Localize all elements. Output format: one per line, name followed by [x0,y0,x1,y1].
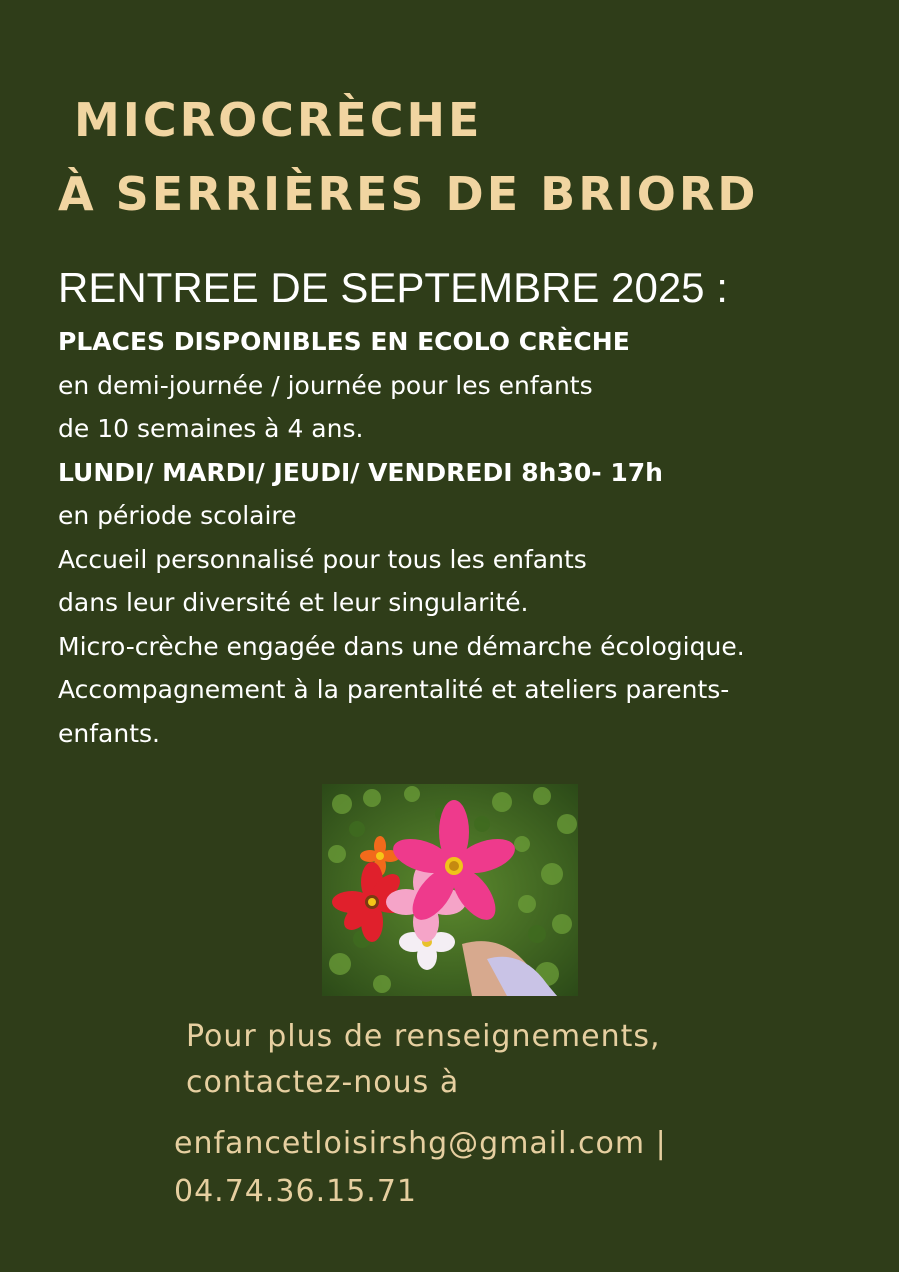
body-line: enfants. [58,718,160,748]
body-line: dans leur diversité et leur singularité. [58,588,529,617]
contact-intro [186,1014,661,1106]
schedule-line: LUNDI/ MARDI/ JEUDI/ VENDREDI 8h30- 17h [58,457,663,487]
body-line: Accueil personnalisé pour tous les enfants [58,544,587,574]
body-line: Micro-crèche engagée dans une démarche écologique. [58,631,745,661]
contact-intro-line-1: Pour plus de renseignements, [186,1019,661,1054]
title-line-1: MICROCRÈCHE [74,93,483,147]
contact-details [174,1120,667,1216]
body-line: de 10 semaines à 4 ans. [58,414,364,443]
body-line: Accompagnement à la parentalité et ateliers parents- [58,675,730,704]
title-line-2: À SERRIÈRES DE BRIORD [58,167,759,221]
announcement-body [58,320,878,755]
email-address[interactable]: enfancetloisirshg@gmail.com | [174,1126,667,1161]
contact-intro-line-2: contactez-nous à [186,1065,460,1100]
flower-bouquet-image [322,784,578,996]
body-line: en période scolaire [58,501,297,530]
body-line: en demi-journée / journée pour les enfants [58,370,593,400]
phone-number[interactable]: 04.74.36.15.71 [174,1174,418,1209]
rentree-heading: RENTREE DE SEPTEMBRE 2025 : [58,264,728,311]
places-disponibles-line: PLACES DISPONIBLES EN ECOLO CRÈCHE [58,327,630,356]
